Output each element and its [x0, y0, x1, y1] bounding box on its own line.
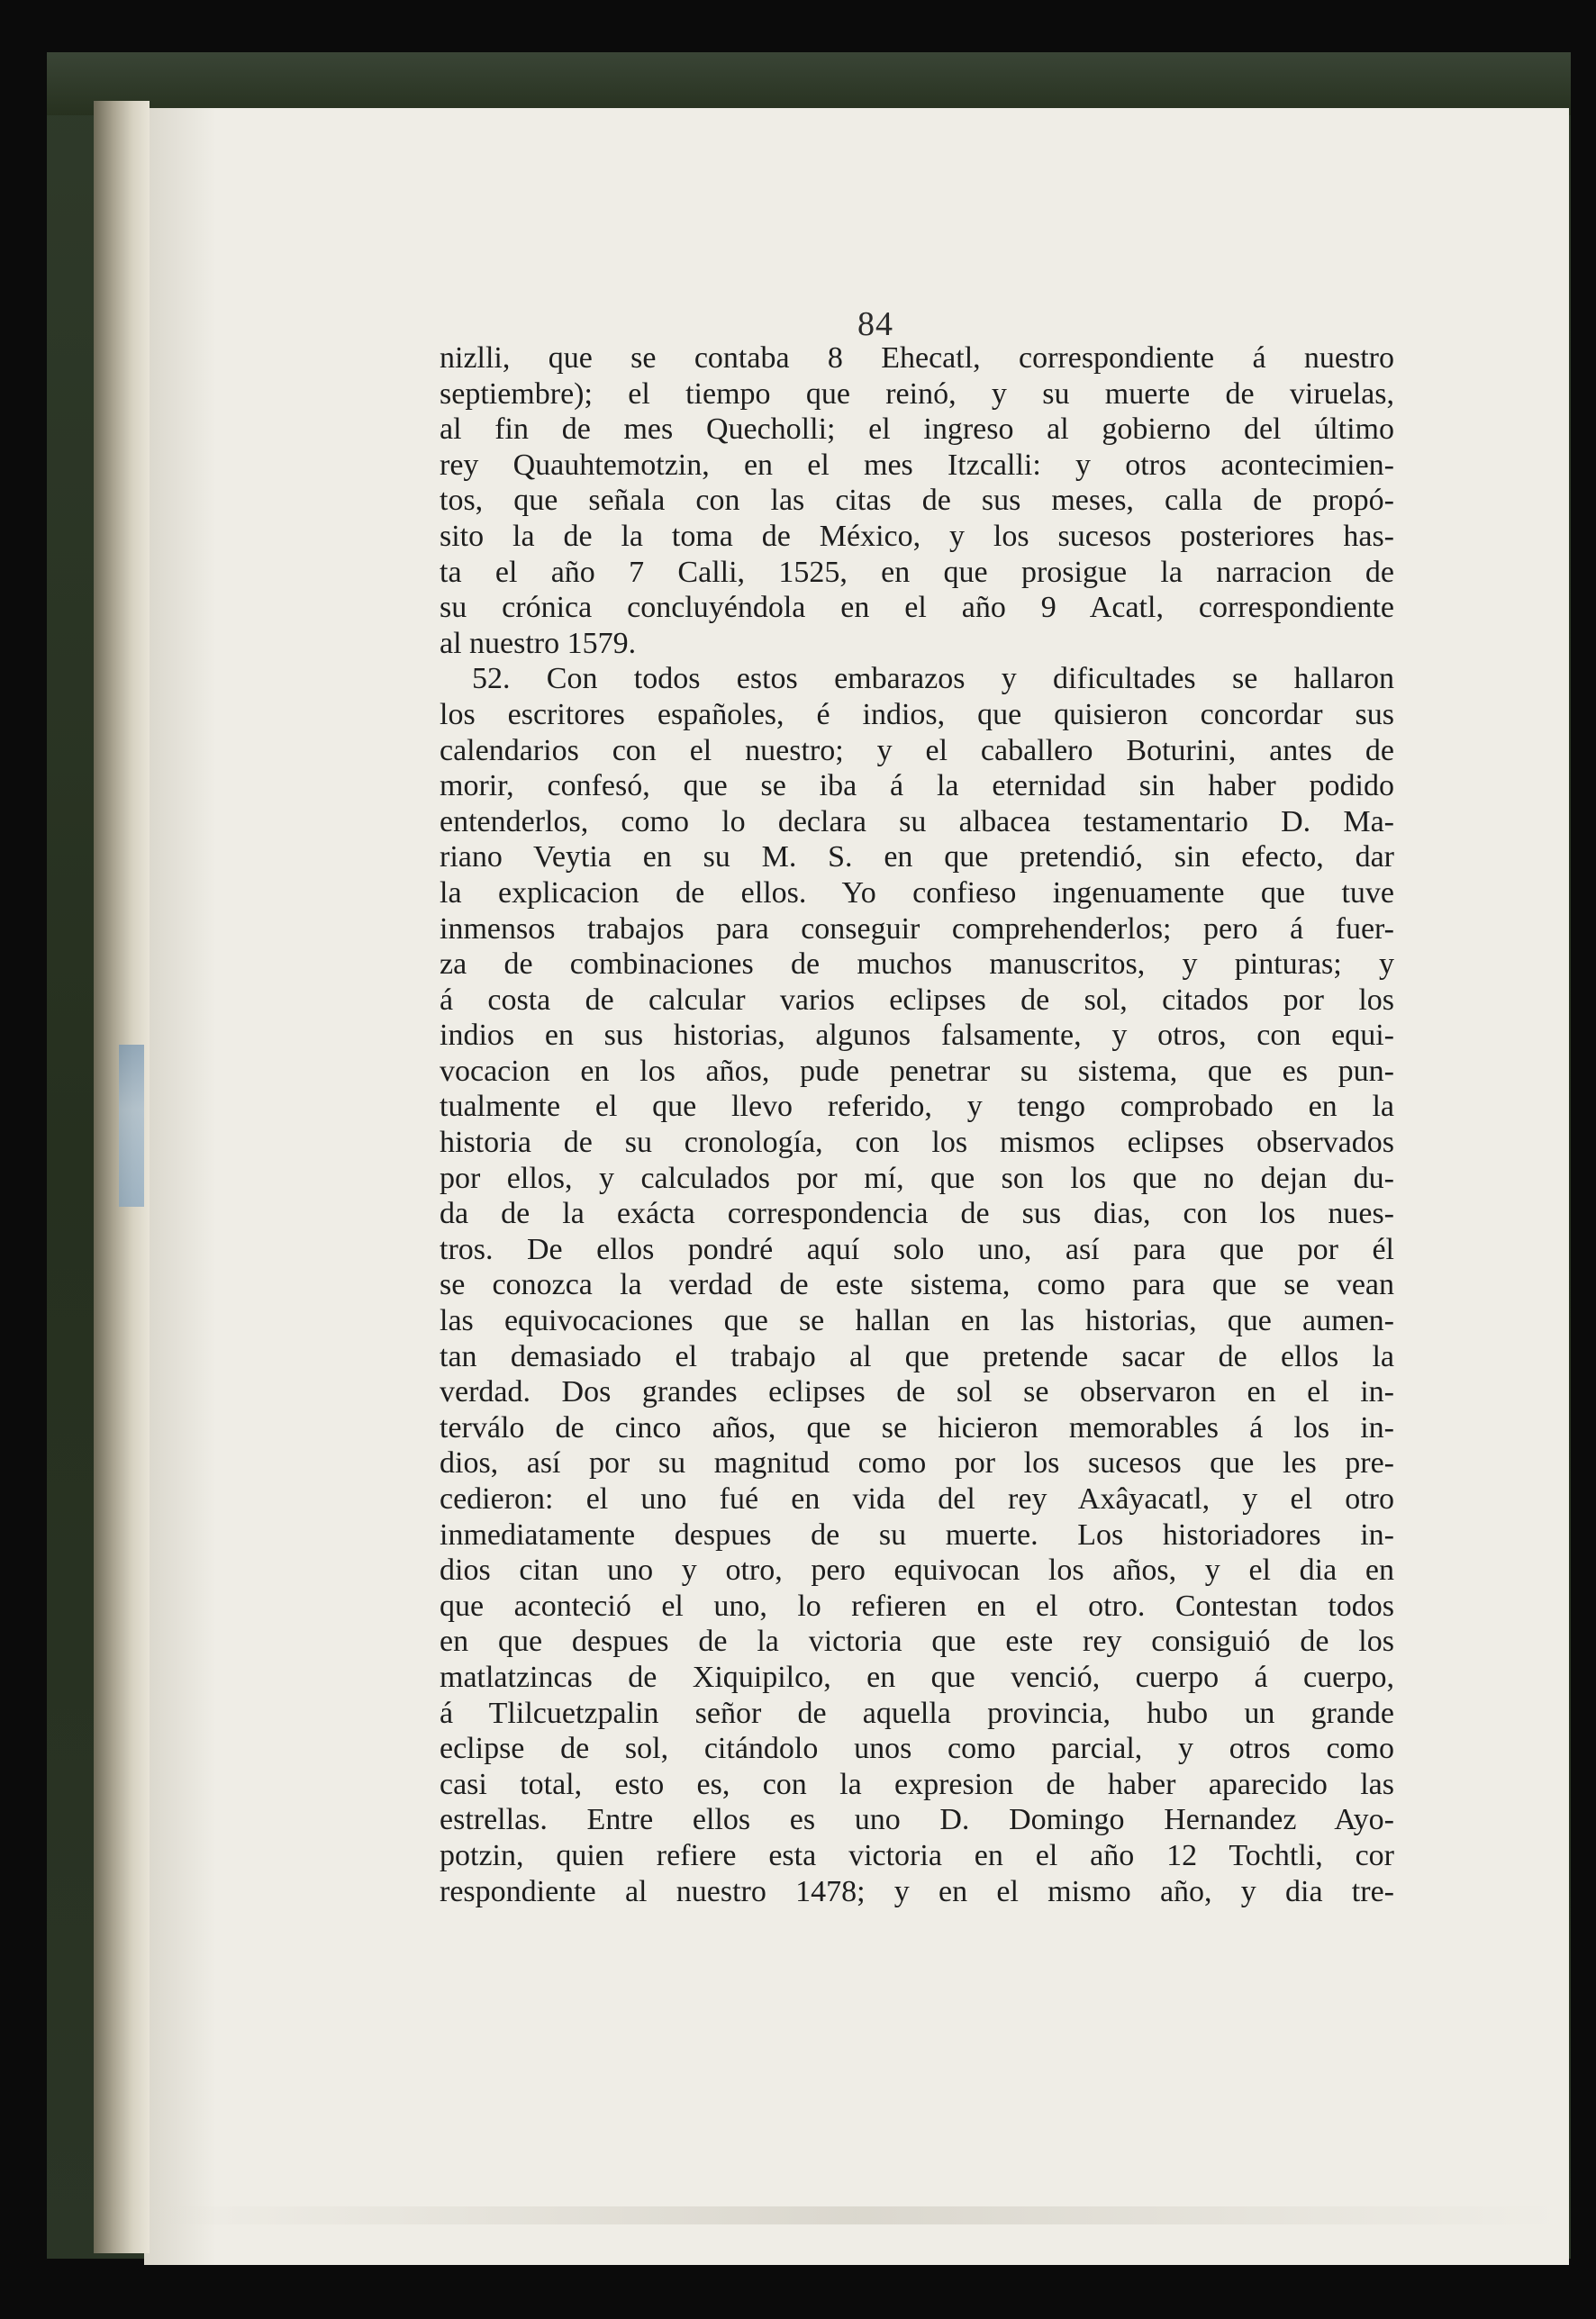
text-line: la explicacion de ellos. Yo confieso ingenuamente que tuve — [440, 875, 1394, 910]
text-line: riano Veytia en su M. S. en que pretendió, sin efecto, dar — [440, 840, 1394, 874]
text-line: nizlli, que se contaba 8 Ehecatl, correspondiente á nuestro — [440, 341, 1394, 375]
text-line: al fin de mes Quecholli; el ingreso al gobierno del último — [440, 412, 1394, 447]
text-line: entenderlos, como lo declara su albacea testamentario D. Ma- — [440, 804, 1394, 838]
text-line: inmensos trabajos para conseguir comprehenderlos; pero á fuer- — [440, 911, 1394, 946]
text-line: septiembre); el tiempo que reinó, y su muerte de viruelas, — [440, 376, 1394, 411]
text-line: morir, confesó, que se iba á la eternidad sin haber podido — [440, 769, 1394, 803]
text-line: á Tlilcuetzpalin señor de aquella provincia, hubo un grande — [440, 1696, 1394, 1730]
book-cover-top-edge — [47, 52, 1571, 115]
text-line: que aconteció el uno, lo refieren en el otro. Contestan todos — [440, 1589, 1394, 1623]
paragraph-start-line: 52. Con todos estos embarazos y dificultades se hallaron — [472, 662, 1394, 696]
page-bottom-shadow — [153, 2206, 1558, 2224]
text-line: potzin, quien refiere esta victoria en el año 12 Tochtli, cor — [440, 1838, 1394, 1872]
body-text — [440, 340, 1394, 1909]
text-line: za de combinaciones de muchos manuscritos, y pinturas; y — [440, 947, 1394, 982]
text-line: tros. De ellos pondré aquí solo uno, así para que por él — [440, 1232, 1394, 1266]
text-line: tualmente el que llevo referido, y tengo comprobado en la — [440, 1090, 1394, 1124]
text-line: respondiente al nuestro 1478; y en el mismo año, y dia tre- — [440, 1874, 1394, 1908]
text-line: tan demasiado el trabajo al que pretende sacar de ellos la — [440, 1339, 1394, 1373]
text-line: cedieron: el uno fué en vida del rey Axâyacatl, y el otro — [440, 1482, 1394, 1516]
text-line: las equivocaciones que se hallan en las historias, que aumen- — [440, 1304, 1394, 1338]
text-line: al nuestro 1579. — [440, 626, 637, 660]
text-line: calendarios con el nuestro; y el caballero Boturini, antes de — [440, 733, 1394, 767]
page-number: 84 — [857, 305, 893, 343]
text-line: tos, que señala con las citas de sus meses, calla de propó- — [440, 484, 1394, 518]
text-line: su crónica concluyéndola en el año 9 Acatl, correspondiente — [440, 591, 1394, 625]
text-line: eclipse de sol, citándolo unos como parcial, y otros como — [440, 1732, 1394, 1766]
text-line: ta el año 7 Calli, 1525, en que prosigue la narracion de — [440, 555, 1394, 589]
text-line: rey Quauhtemotzin, en el mes Itzcalli: y otros acontecimien- — [440, 448, 1394, 482]
text-line: á costa de calcular varios eclipses de sol, citados por los — [440, 983, 1394, 1017]
text-line: inmediatamente despues de su muerte. Los historiadores in- — [440, 1517, 1394, 1552]
text-line: matlatzincas de Xiquipilco, en que venció, cuerpo á cuerpo, — [440, 1660, 1394, 1694]
text-line: dios citan uno y otro, pero equivocan los años, y el dia en — [440, 1554, 1394, 1588]
text-line: estrellas. Entre ellos es uno D. Domingo Hernandez Ayo- — [440, 1803, 1394, 1837]
text-line: vocacion en los años, pude penetrar su sistema, que es pun- — [440, 1054, 1394, 1088]
text-line: dios, así por su magnitud como por los sucesos que les pre- — [440, 1446, 1394, 1481]
text-line: verdad. Dos grandes eclipses de sol se observaron en el in- — [440, 1375, 1394, 1409]
text-line: casi total, esto es, con la expresion de haber aparecido las — [440, 1767, 1394, 1801]
text-line: en que despues de la victoria que este rey consiguió de los — [440, 1625, 1394, 1659]
text-line: se conozca la verdad de este sistema, como para que se vean — [440, 1268, 1394, 1302]
text-line: historia de su cronología, con los mismos eclipses observados — [440, 1126, 1394, 1160]
text-line: terválo de cinco años, que se hicieron memorables á los in- — [440, 1410, 1394, 1445]
gutter-blue-marking — [119, 1045, 144, 1207]
text-line: sito la de la toma de México, y los sucesos posteriores has- — [440, 519, 1394, 553]
text-line: los escritores españoles, é indios, que quisieron concordar sus — [440, 697, 1394, 731]
text-line: indios en sus historias, algunos falsamente, y otros, con equi- — [440, 1019, 1394, 1053]
text-line: da de la exácta correspondencia de sus dias, con los nues- — [440, 1197, 1394, 1231]
text-line: por ellos, y calculados por mí, que son los que no dejan du- — [440, 1161, 1394, 1195]
